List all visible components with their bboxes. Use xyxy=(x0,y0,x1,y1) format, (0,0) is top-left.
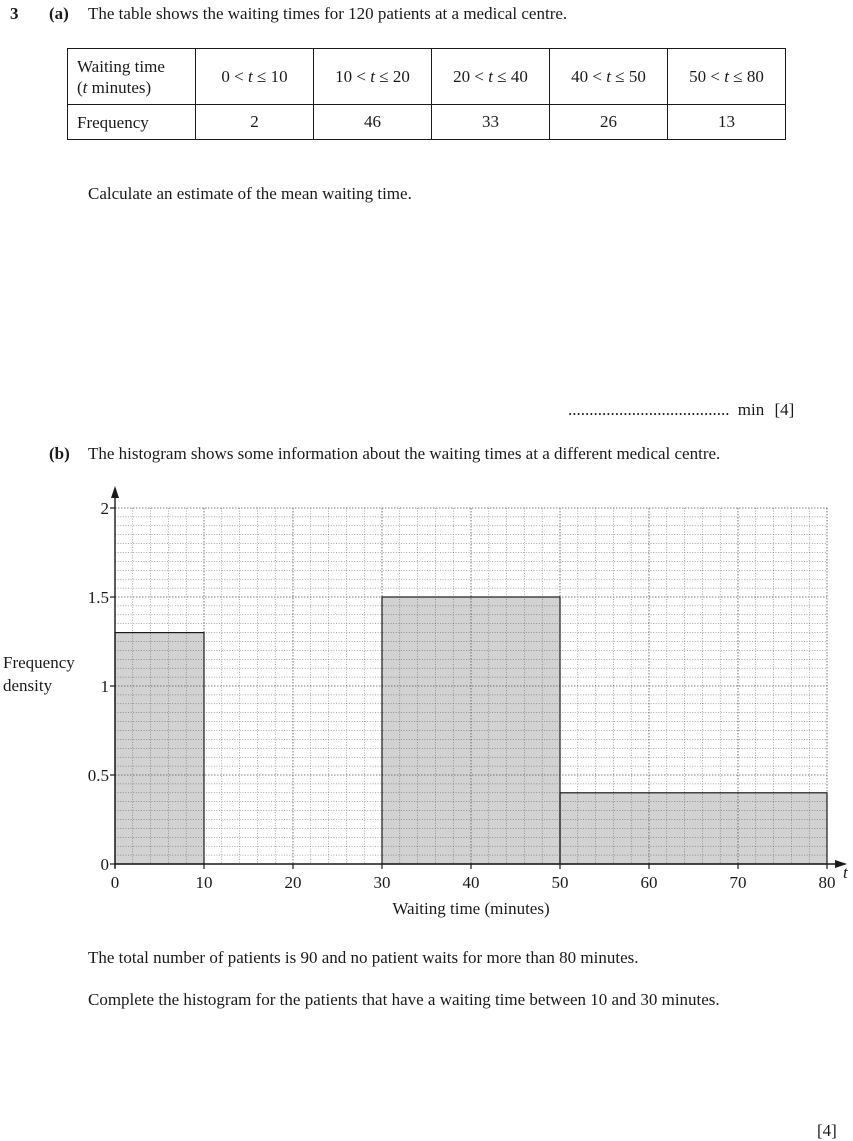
interval-var: t xyxy=(724,66,729,86)
x-tick-label: 60 xyxy=(640,873,658,892)
interval-var: t xyxy=(370,66,375,86)
answer-dots: ...................................... xyxy=(568,400,730,419)
table-cell-frequency: 26 xyxy=(550,105,668,140)
x-tick-label: 80 xyxy=(818,873,836,892)
interval-lower: 50 < xyxy=(689,66,725,86)
frequency-table xyxy=(67,48,786,140)
x-tick-label: 50 xyxy=(551,873,569,892)
y-tick-label: 1.5 xyxy=(87,588,109,607)
table-header-waiting-time xyxy=(68,49,196,105)
table-cell-frequency: 2 xyxy=(196,105,314,140)
part-a-intro: The table shows the waiting times for 120 patients at a medical centre. xyxy=(88,4,568,23)
interval-upper: ≤ 80 xyxy=(728,66,764,86)
table-cell-frequency: 33 xyxy=(432,105,550,140)
table-cell-interval xyxy=(432,49,550,105)
y-tick-label: 2 xyxy=(100,499,109,518)
interval-var: t xyxy=(606,66,611,86)
interval-lower: 40 < xyxy=(571,66,607,86)
x-tick-label: 10 xyxy=(195,873,213,892)
x-tick-label: 20 xyxy=(284,873,302,892)
interval-lower: 10 < xyxy=(335,66,371,86)
x-variable-label: t xyxy=(843,863,848,882)
part-b-label: (b) xyxy=(49,444,70,463)
y-axis-arrow xyxy=(111,486,119,498)
header-line2-rest: minutes) xyxy=(87,77,152,97)
table-row-frequency xyxy=(68,105,786,140)
interval-var: t xyxy=(248,66,253,86)
interval-var: t xyxy=(488,66,493,86)
question-number: 3 xyxy=(10,4,19,23)
header-var: t xyxy=(82,77,88,97)
interval-upper: ≤ 20 xyxy=(374,66,410,86)
table-cell-interval xyxy=(550,49,668,105)
histogram-chart[interactable] xyxy=(0,478,853,928)
part-b-text1: The total number of patients is 90 and no patient waits for more than 80 minutes. xyxy=(88,948,639,967)
interval-upper: ≤ 40 xyxy=(492,66,528,86)
part-a-marks: [4] xyxy=(774,400,795,419)
interval-lower: 0 < xyxy=(221,66,248,86)
answer-unit: min xyxy=(737,400,765,419)
x-tick-label: 70 xyxy=(729,873,747,892)
y-axis-label-line1: Frequency xyxy=(3,653,75,672)
x-tick-label: 40 xyxy=(462,873,480,892)
table-header-frequency: Frequency xyxy=(68,105,196,140)
part-a-label: (a) xyxy=(49,4,69,23)
interval-lower: 20 < xyxy=(453,66,489,86)
part-b-intro: The histogram shows some information about the waiting times at a different medical centre. xyxy=(88,444,721,463)
table-row-waiting-time xyxy=(68,49,786,105)
x-tick-label: 30 xyxy=(373,873,391,892)
x-tick-label: 0 xyxy=(110,873,120,892)
histogram-bar xyxy=(560,793,827,864)
table-cell-interval xyxy=(668,49,786,105)
table-cell-interval xyxy=(196,49,314,105)
y-tick-label: 0.5 xyxy=(87,766,109,785)
y-tick-label: 0 xyxy=(100,855,109,874)
y-axis-label-line2: density xyxy=(3,676,53,695)
y-tick-label: 1 xyxy=(100,677,109,696)
part-b-text2: Complete the histogram for the patients that have a waiting time between 10 and 30 minutes. xyxy=(88,990,720,1009)
interval-upper: ≤ 50 xyxy=(610,66,646,86)
part-a-instruction: Calculate an estimate of the mean waiting time. xyxy=(88,184,412,203)
part-b-marks: [4] xyxy=(817,1121,837,1140)
header-open-paren: ( xyxy=(77,77,83,97)
table-cell-interval xyxy=(314,49,432,105)
x-axis-label: Waiting time (minutes) xyxy=(392,899,550,918)
header-line1: Waiting time xyxy=(77,56,165,76)
table-cell-frequency: 13 xyxy=(668,105,786,140)
table-cell-frequency: 46 xyxy=(314,105,432,140)
interval-upper: ≤ 10 xyxy=(252,66,288,86)
answer-line[interactable] xyxy=(568,400,794,420)
